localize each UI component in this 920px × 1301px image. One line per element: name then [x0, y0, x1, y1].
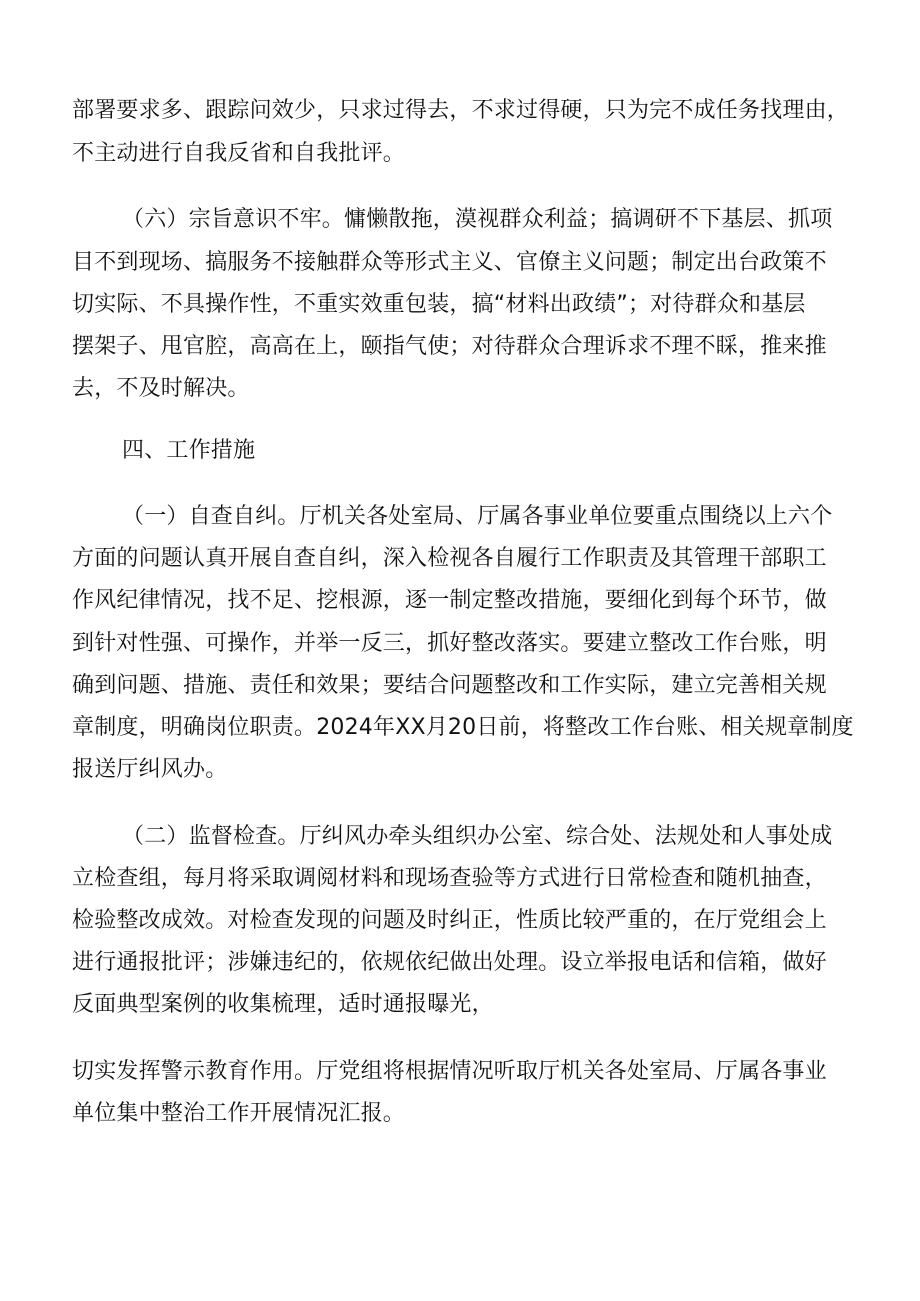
text-line: 不主动进行自我反省和自我批评。: [72, 141, 406, 166]
text-line: 报送厅纠风办。: [72, 757, 228, 782]
text-line: 立检查组，每月将采取调阅材料和现场查验等方式进行日常检查和随机抽查，: [72, 866, 827, 891]
text-line: 摆架子、甩官腔，高高在上，颐指气使；对待群众合理诉求不理不睬，推来推: [72, 334, 827, 359]
text-line: 目不到现场、搞服务不接触群众等形式主义、官僚主义问题；制定出台政策不: [72, 250, 827, 275]
text-line: 确到问题、措施、责任和效果；要结合问题整改和工作实际，建立完善相关规: [72, 673, 827, 698]
text-line: 作风纪律情况，找不足、挖根源，逐一制定整改措施，要细化到每个环节，做: [72, 588, 827, 613]
text-line: （二）监督检查。厅纠风办牵头组织办公室、综合处、法规处和人事处成: [122, 824, 833, 849]
text-line: 去，不及时解决。: [72, 376, 250, 401]
text-line: （六）宗旨意识不牢。慵懒散拖，漠视群众利益；搞调研不下基层、抓项: [122, 207, 833, 232]
section-heading: 四、工作措施: [122, 438, 256, 463]
text-line: 部署要求多、跟踪问效少，只求过得去，不求过得硬，只为完不成任务找理由，: [72, 98, 850, 123]
text-line: 单位集中整治工作开展情况汇报。: [72, 1101, 406, 1126]
text-line: 方面的问题认真开展自查自纠，深入检视各自履行工作职责及其管理干部职工: [72, 546, 827, 571]
text-line: 章制度，明确岗位职责。2024年XX月20日前，将整改工作台账、相关规章制度: [72, 715, 854, 740]
text-line: 切实际、不具操作性，不重实效重包装，搞“材料出政绩”；对待群众和基层: [72, 292, 806, 317]
text-line: 进行通报批评；涉嫌违纪的，依规依纪做出处理。设立举报电话和信箱，做好: [72, 950, 827, 975]
text-line: 检验整改成效。对检查发现的问题及时纠正，性质比较严重的，在厅党组会上: [72, 908, 827, 933]
text-line: 切实发挥警示教育作用。厅党组将根据情况听取厅机关各处室局、厅属各事业: [72, 1059, 827, 1084]
text-line: 到针对性强、可操作，并举一反三，抓好整改落实。要建立整改工作台账，明: [72, 631, 827, 656]
text-line: （一）自查自纠。厅机关各处室局、厅属各事业单位要重点围绕以上六个: [122, 504, 833, 529]
text-line: 反面典型案例的收集梳理，适时通报曝光，: [72, 992, 494, 1017]
